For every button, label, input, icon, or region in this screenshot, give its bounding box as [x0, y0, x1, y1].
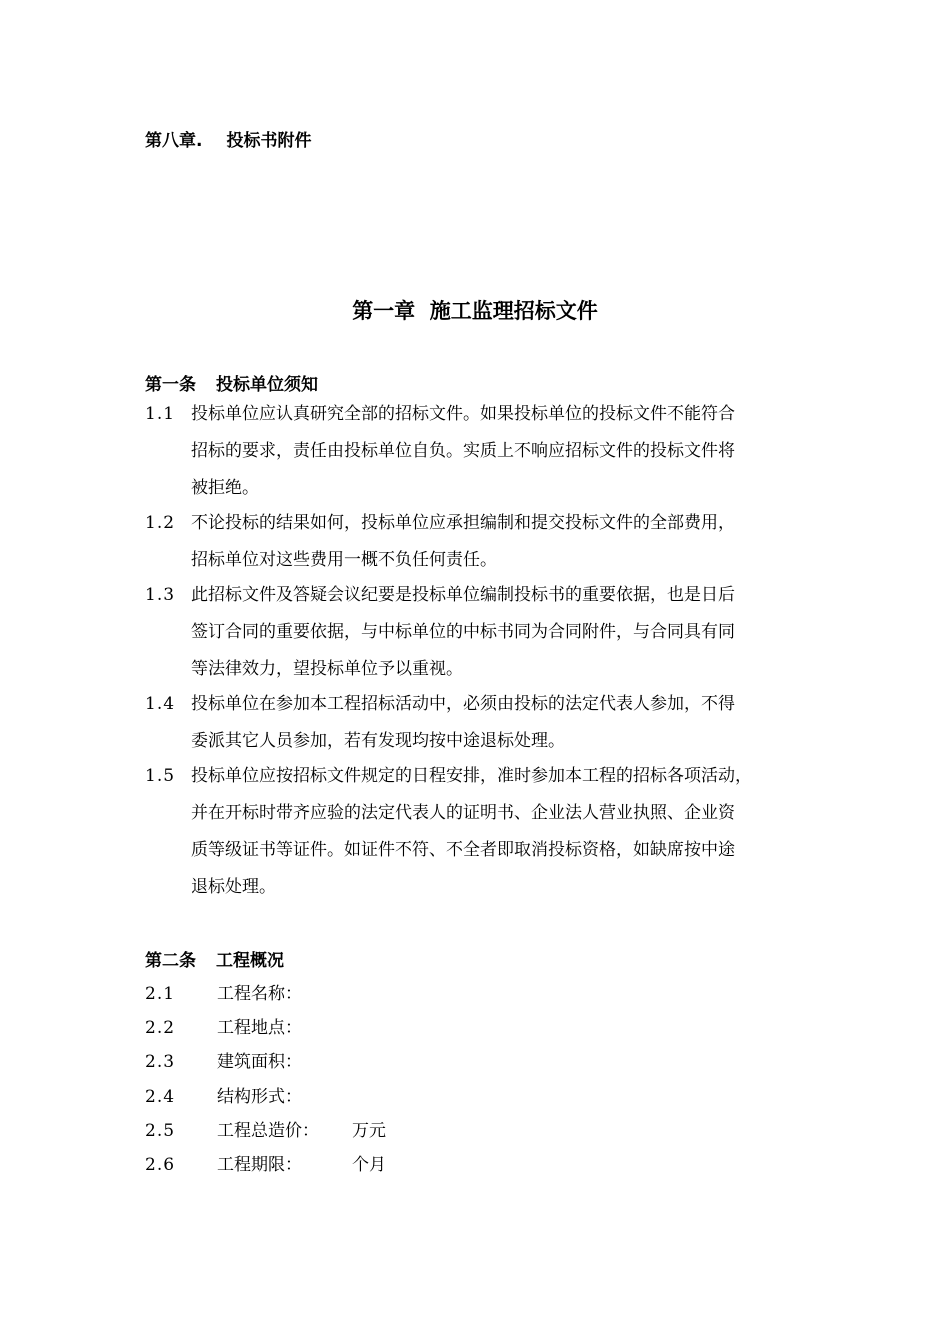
chapter-1-heading: 第一章 施工监理招标文件 — [352, 299, 598, 323]
clause-line: 招标单位对这些费用一概不负任何责任。 — [191, 550, 497, 570]
clause-line: 委派其它人员参加，若有发现均按中途退标处理。 — [191, 731, 565, 751]
clause-1-4 — [145, 686, 825, 760]
overview-unit: 万元 — [352, 1121, 386, 1141]
overview-unit: 个月 — [352, 1155, 386, 1175]
article-2-heading — [145, 946, 284, 971]
clause-line: 质等级证书等证件。如证件不符、不全者即取消投标资格，如缺席按中途 — [191, 840, 735, 860]
clause-number: 1.2 — [145, 513, 176, 533]
clause-line: 投标单位应按招标文件规定的日程安排，准时参加本工程的招标各项活动， — [191, 766, 752, 786]
clause-line: 不论投标的结果如何，投标单位应承担编制和提交投标文件的全部费用， — [191, 513, 735, 533]
clause-number: 1.5 — [145, 766, 176, 786]
overview-item-2-1 — [145, 982, 302, 1006]
article-1-title: 投标单位须知 — [216, 375, 318, 395]
clause-1-5 — [145, 758, 825, 906]
overview-number: 2.5 — [145, 1121, 176, 1141]
overview-number: 2.2 — [145, 1018, 176, 1038]
article-2-title: 工程概况 — [216, 951, 284, 971]
clause-number: 1.1 — [145, 404, 176, 424]
overview-label: 建筑面积： — [217, 1052, 302, 1072]
overview-item-2-6 — [145, 1153, 386, 1177]
clause-line: 等法律效力，望投标单位予以重视。 — [191, 659, 463, 679]
overview-number: 2.4 — [145, 1087, 176, 1107]
clause-1-1 — [145, 396, 825, 507]
clause-line: 签订合同的重要依据，与中标单位的中标书同为合同附件，与合同具有同 — [191, 622, 735, 642]
article-2-number: 第二条 — [145, 951, 196, 971]
overview-item-2-5 — [145, 1119, 386, 1143]
overview-number: 2.6 — [145, 1155, 176, 1175]
article-1-heading — [145, 370, 318, 395]
clause-line: 此招标文件及答疑会议纪要是投标单位编制投标书的重要依据，也是日后 — [191, 585, 735, 605]
overview-item-2-2 — [145, 1016, 302, 1040]
clause-line: 投标单位应认真研究全部的招标文件。如果投标单位的投标文件不能符合 — [191, 404, 735, 424]
chapter-8-number: 第八章. — [145, 131, 203, 151]
overview-label: 工程地点： — [217, 1018, 302, 1038]
overview-item-2-4 — [145, 1085, 302, 1109]
clause-line: 并在开标时带齐应验的法定代表人的证明书、企业法人营业执照、企业资 — [191, 803, 735, 823]
overview-number: 2.3 — [145, 1052, 176, 1072]
overview-item-2-3 — [145, 1050, 302, 1074]
overview-label: 工程名称： — [217, 984, 302, 1004]
overview-label: 工程总造价： — [217, 1121, 319, 1141]
clause-line: 退标处理。 — [191, 877, 276, 897]
chapter-8-heading — [145, 126, 311, 151]
overview-label: 结构形式： — [217, 1087, 302, 1107]
clause-1-2 — [145, 505, 825, 579]
article-1-number: 第一条 — [145, 375, 196, 395]
clause-line: 投标单位在参加本工程招标活动中，必须由投标的法定代表人参加，不得 — [191, 694, 735, 714]
overview-number: 2.1 — [145, 984, 176, 1004]
clause-number: 1.3 — [145, 585, 176, 605]
clause-line: 被拒绝。 — [191, 478, 259, 498]
clause-number: 1.4 — [145, 694, 176, 714]
clause-1-3 — [145, 577, 825, 688]
overview-label: 工程期限： — [217, 1155, 302, 1175]
clause-line: 招标的要求，责任由投标单位自负。实质上不响应招标文件的投标文件将 — [191, 441, 735, 461]
chapter-8-title: 投标书附件 — [226, 131, 312, 151]
